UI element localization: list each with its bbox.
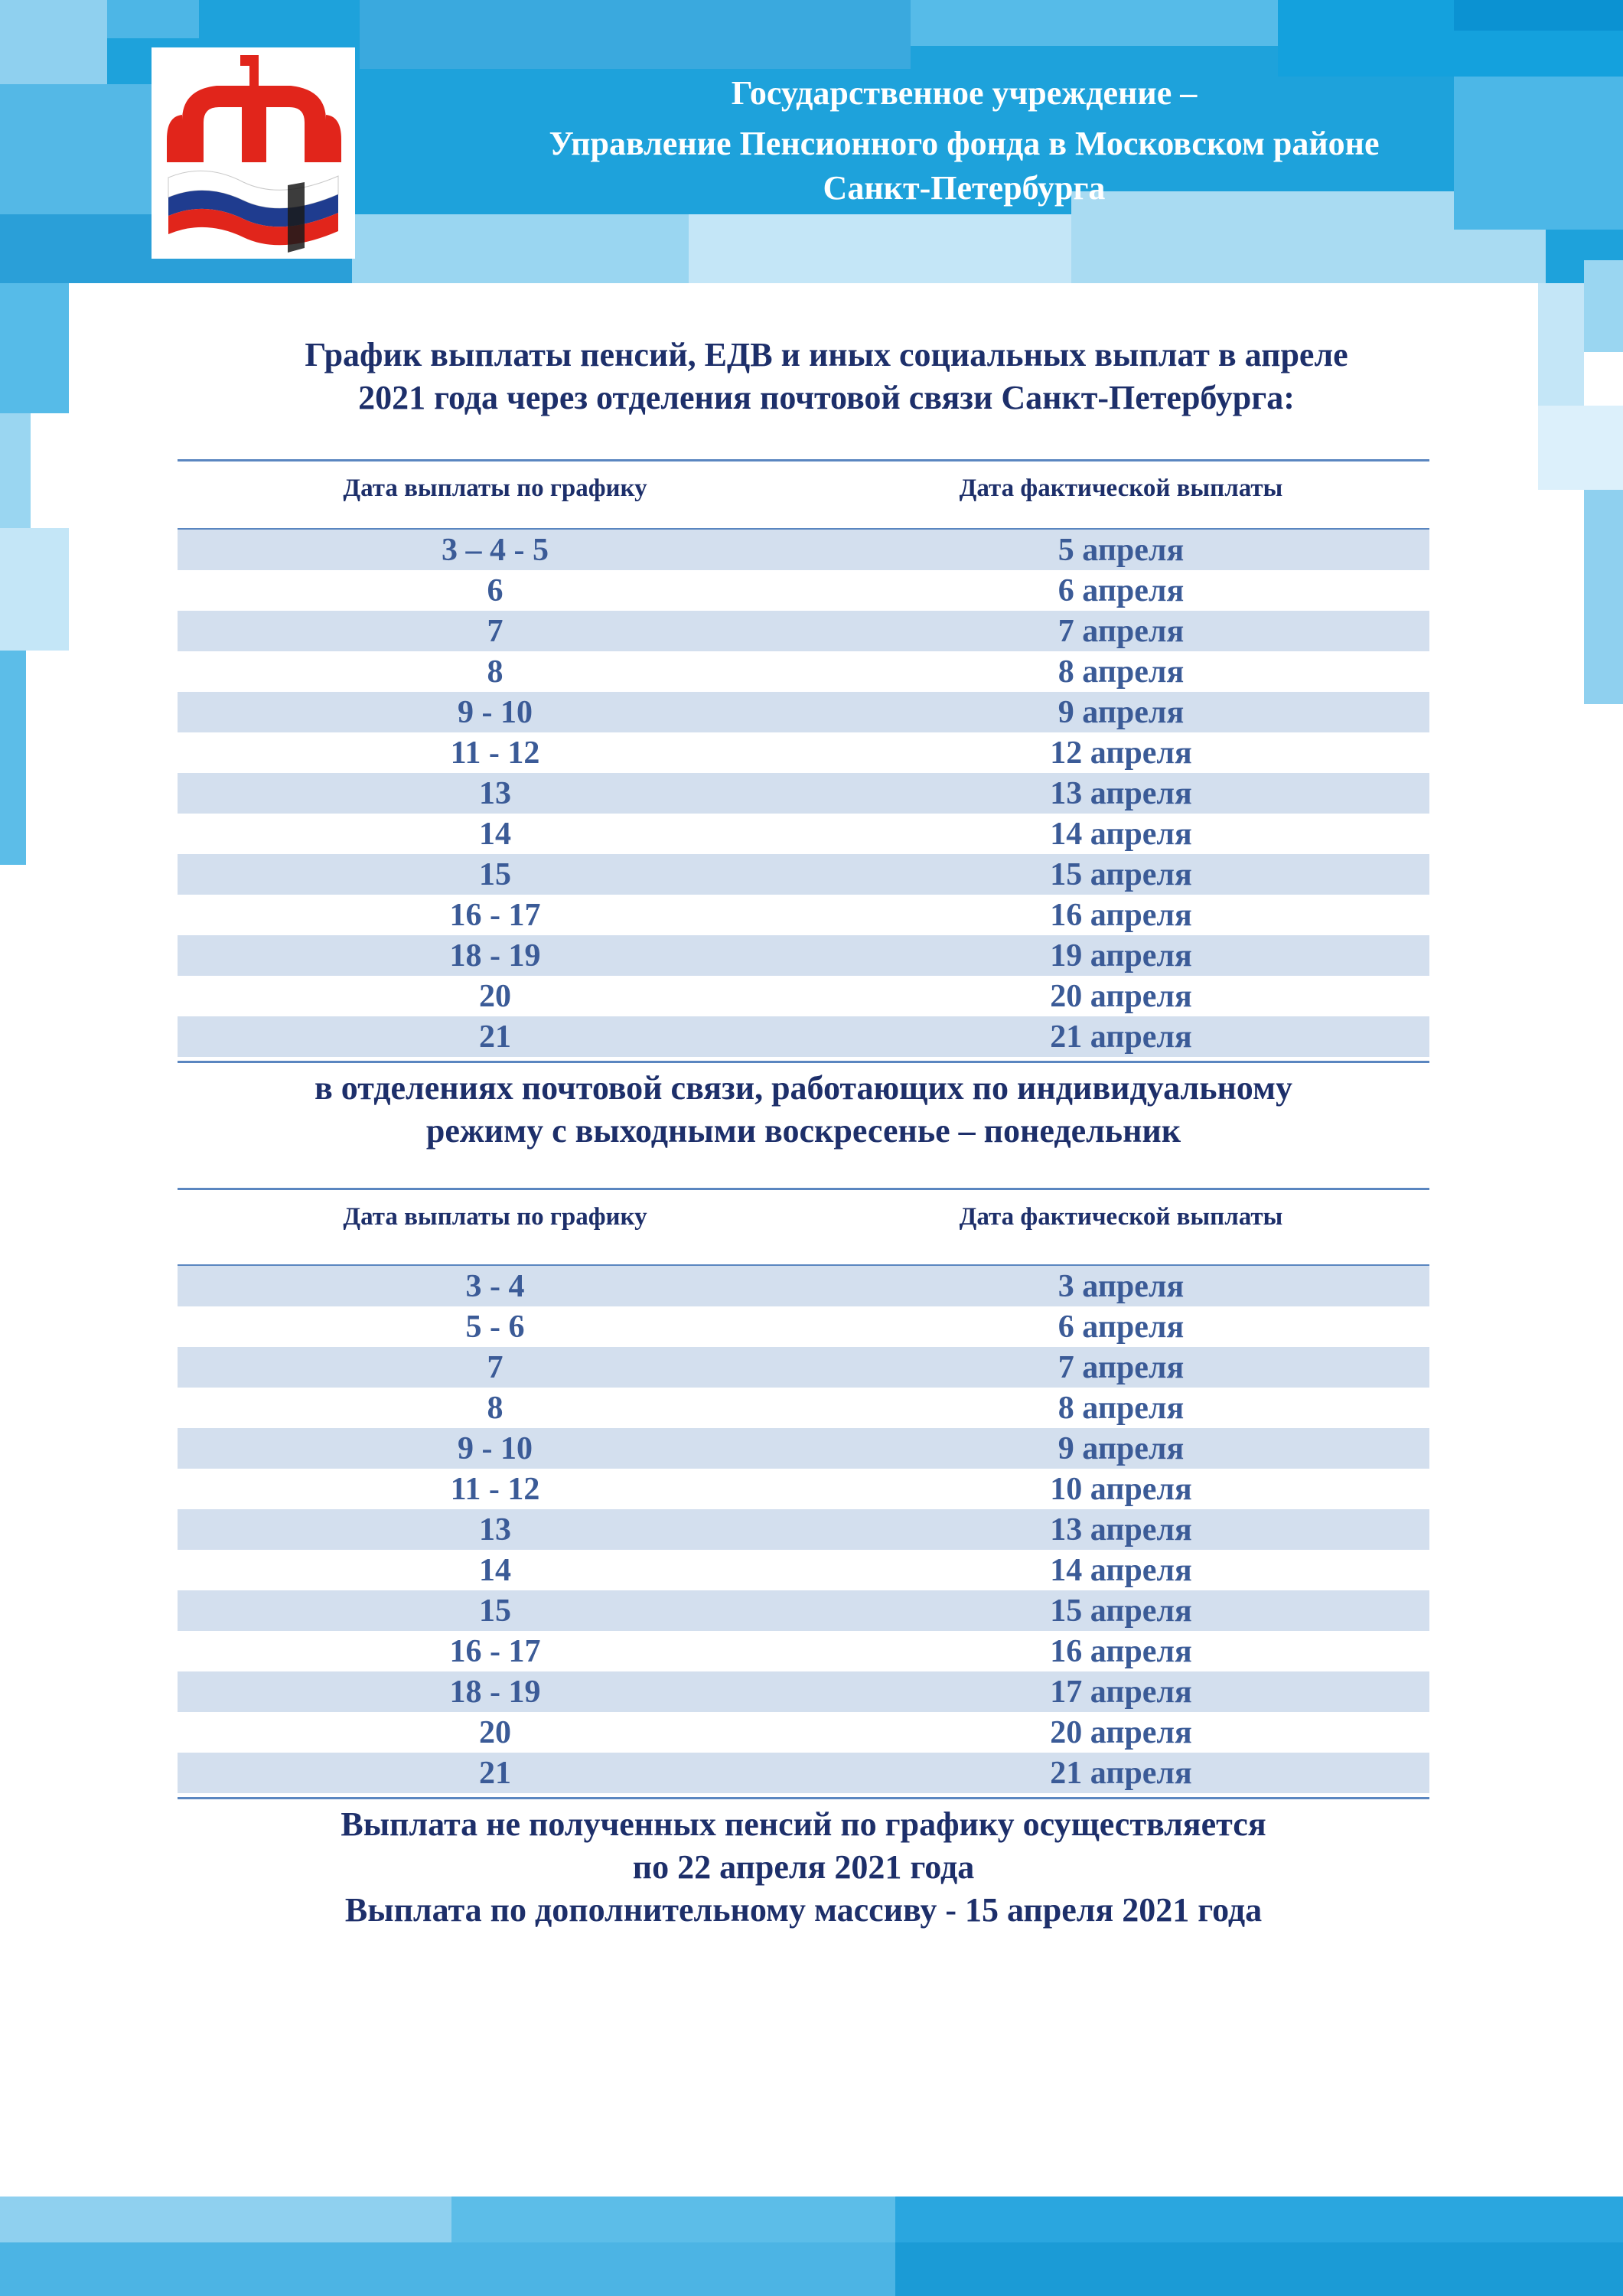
scheduled-date-cell: 3 – 4 - 5 xyxy=(442,532,549,568)
scheduled-date-cell: 21 xyxy=(479,1755,511,1791)
note-line-1: в отделениях почтовой связи, работающих по индивидуальному xyxy=(314,1069,1292,1107)
actual-date-cell: 15 апреля xyxy=(1050,856,1192,892)
page-title-line-1: График выплаты пенсий, ЕДВ и иных социальных выплат в апреле xyxy=(305,336,1348,373)
scheduled-date-cell: 14 xyxy=(479,1552,511,1588)
table-row xyxy=(178,1590,1429,1631)
header-line-3: Санкт-Петербурга xyxy=(823,169,1106,207)
actual-date-cell: 7 апреля xyxy=(1058,613,1185,649)
actual-date-cell: 7 апреля xyxy=(1058,1349,1185,1385)
scheduled-date-cell: 15 xyxy=(479,1593,511,1629)
right-decoration xyxy=(1538,260,1623,704)
scheduled-date-cell: 18 - 19 xyxy=(449,938,541,974)
table-row xyxy=(178,1671,1429,1712)
footer-line-1: Выплата не полученных пенсий по графику осуществляется xyxy=(341,1805,1266,1843)
table-bottom-rule xyxy=(178,1061,1429,1063)
table-row xyxy=(178,935,1429,976)
table-header xyxy=(178,1194,1429,1240)
table-top-rule xyxy=(178,1188,1429,1190)
note-line-2: режиму с выходными воскресенье – понедельник xyxy=(425,1112,1181,1150)
scheduled-date-cell: 13 xyxy=(479,1512,511,1548)
scheduled-date-cell: 3 - 4 xyxy=(465,1268,525,1304)
actual-date-cell: 19 апреля xyxy=(1050,938,1192,974)
actual-date-cell: 12 апреля xyxy=(1050,735,1192,771)
table-row xyxy=(178,1469,1429,1509)
table-top-rule xyxy=(178,459,1429,461)
actual-date-cell: 14 апреля xyxy=(1050,816,1192,852)
actual-date-cell: 13 апреля xyxy=(1050,1512,1192,1548)
actual-date-cell: 6 апреля xyxy=(1058,1309,1185,1345)
logo-emblem-icon xyxy=(152,47,355,259)
scheduled-date-cell: 7 xyxy=(487,613,504,649)
table-row xyxy=(178,773,1429,814)
actual-date-cell: 17 апреля xyxy=(1050,1674,1192,1710)
table-row xyxy=(178,530,1429,570)
scheduled-date-cell: 20 xyxy=(479,978,511,1014)
actual-date-cell: 13 апреля xyxy=(1050,775,1192,811)
table-row xyxy=(178,976,1429,1016)
table-row xyxy=(178,1306,1429,1347)
scheduled-date-cell: 9 - 10 xyxy=(458,694,533,730)
column-header-scheduled: Дата выплаты по графику xyxy=(343,475,647,502)
actual-date-cell: 9 апреля xyxy=(1058,694,1185,730)
footer-line-3: Выплата по дополнительному массиву - 15 апреля 2021 года xyxy=(344,1891,1263,1929)
column-header-actual: Дата фактической выплаты xyxy=(959,475,1283,502)
table-row xyxy=(178,1509,1429,1550)
table-row xyxy=(178,1753,1429,1793)
footer-line-2: по 22 апреля 2021 года xyxy=(632,1848,975,1886)
table-row xyxy=(178,895,1429,935)
scheduled-date-cell: 8 xyxy=(487,654,504,690)
header-line-1: Государственное учреждение – xyxy=(731,74,1198,112)
actual-date-cell: 3 апреля xyxy=(1058,1268,1185,1304)
scheduled-date-cell: 8 xyxy=(487,1390,504,1426)
footer-band xyxy=(0,2197,1623,2296)
header-line-2: Управление Пенсионного фонда в Московском районе xyxy=(549,125,1380,162)
table-header xyxy=(178,465,1429,511)
actual-date-cell: 20 апреля xyxy=(1050,1714,1192,1750)
schedule-table-individual xyxy=(178,1188,1429,1800)
table-row xyxy=(178,1388,1429,1428)
scheduled-date-cell: 7 xyxy=(487,1349,504,1385)
table-row xyxy=(178,1347,1429,1388)
actual-date-cell: 10 апреля xyxy=(1050,1471,1192,1507)
table-row xyxy=(178,732,1429,773)
scheduled-date-cell: 21 xyxy=(479,1019,511,1055)
actual-date-cell: 21 апреля xyxy=(1050,1755,1192,1791)
column-header-actual: Дата фактической выплаты xyxy=(959,1203,1283,1231)
table-row xyxy=(178,1631,1429,1671)
actual-date-cell: 5 апреля xyxy=(1058,532,1185,568)
actual-date-cell: 14 апреля xyxy=(1050,1552,1192,1588)
schedule-table-regular xyxy=(178,459,1429,1064)
table-row xyxy=(178,1016,1429,1057)
column-header-scheduled: Дата выплаты по графику xyxy=(343,1203,647,1231)
table-row xyxy=(178,692,1429,732)
page-title-line-2: 2021 года через отделения почтовой связи Санкт-Петербурга: xyxy=(358,379,1295,416)
table-row xyxy=(178,611,1429,651)
scheduled-date-cell: 13 xyxy=(479,775,511,811)
table-row xyxy=(178,1266,1429,1306)
left-decoration xyxy=(0,283,92,865)
actual-date-cell: 21 апреля xyxy=(1050,1019,1192,1055)
actual-date-cell: 15 апреля xyxy=(1050,1593,1192,1629)
table-row xyxy=(178,1550,1429,1590)
scheduled-date-cell: 11 - 12 xyxy=(450,735,540,771)
actual-date-cell: 6 апреля xyxy=(1058,572,1185,608)
scheduled-date-cell: 14 xyxy=(479,816,511,852)
table-row xyxy=(178,1428,1429,1469)
scheduled-date-cell: 16 - 17 xyxy=(449,1633,541,1669)
actual-date-cell: 8 апреля xyxy=(1058,654,1185,690)
table-row xyxy=(178,1712,1429,1753)
actual-date-cell: 16 апреля xyxy=(1050,897,1192,933)
table-row xyxy=(178,651,1429,692)
scheduled-date-cell: 20 xyxy=(479,1714,511,1750)
table-bottom-rule xyxy=(178,1797,1429,1799)
scheduled-date-cell: 11 - 12 xyxy=(450,1471,540,1507)
scheduled-date-cell: 5 - 6 xyxy=(465,1309,525,1345)
scheduled-date-cell: 9 - 10 xyxy=(458,1430,533,1466)
table-row xyxy=(178,854,1429,895)
actual-date-cell: 9 апреля xyxy=(1058,1430,1185,1466)
scheduled-date-cell: 16 - 17 xyxy=(449,897,541,933)
table-row xyxy=(178,570,1429,611)
scheduled-date-cell: 15 xyxy=(479,856,511,892)
table-row xyxy=(178,814,1429,854)
actual-date-cell: 20 апреля xyxy=(1050,978,1192,1014)
actual-date-cell: 16 апреля xyxy=(1050,1633,1192,1669)
pfr-logo xyxy=(152,47,355,259)
scheduled-date-cell: 6 xyxy=(487,572,504,608)
actual-date-cell: 8 апреля xyxy=(1058,1390,1185,1426)
scheduled-date-cell: 18 - 19 xyxy=(449,1674,541,1710)
